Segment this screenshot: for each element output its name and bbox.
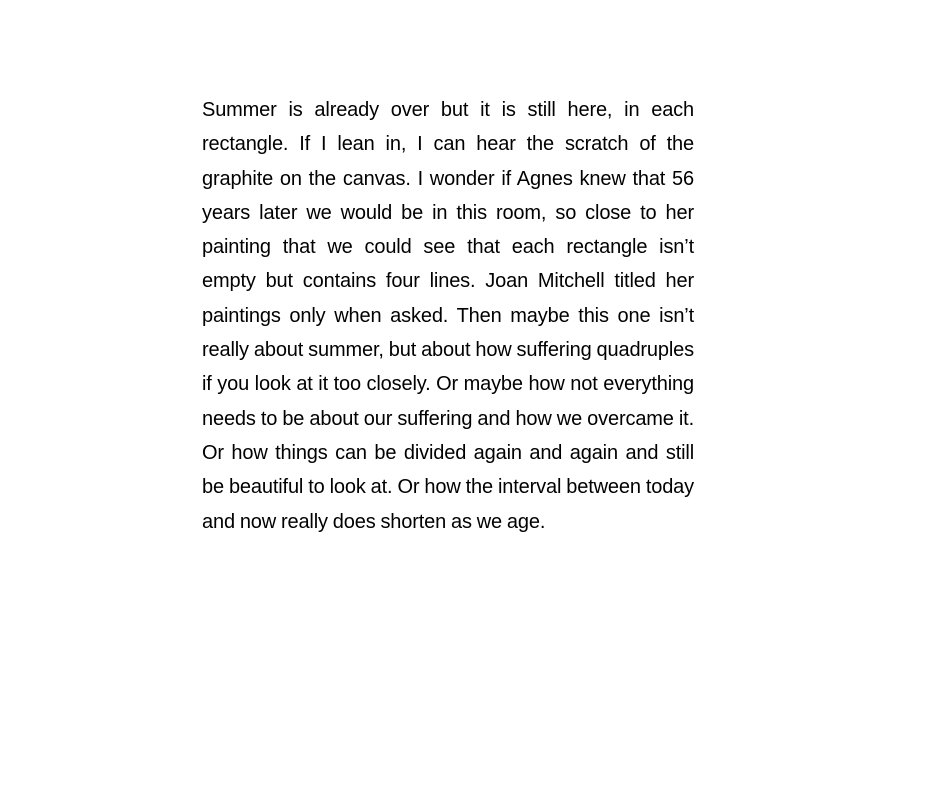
body-paragraph: Summer is already over but it is still here, in each rectangle. If I lean in, I can hear the scratch of the graphite on the canvas. I wonder if Agnes knew that 56 years later we would be in this room, so close to her painting that we could see that each rectangle isn’t empty but contains four lines. Joan Mitchell titled her paintings only when asked. Then maybe this one isn’t really about summer, but about how suffering quadruples if you look at it too closely. Or maybe how not everything needs to be about our suffering and how we overcame it. Or how things can be divided again and again and still be beautiful to look at. Or how the interval between today and now really does shorten as we age. [202,99,694,533]
